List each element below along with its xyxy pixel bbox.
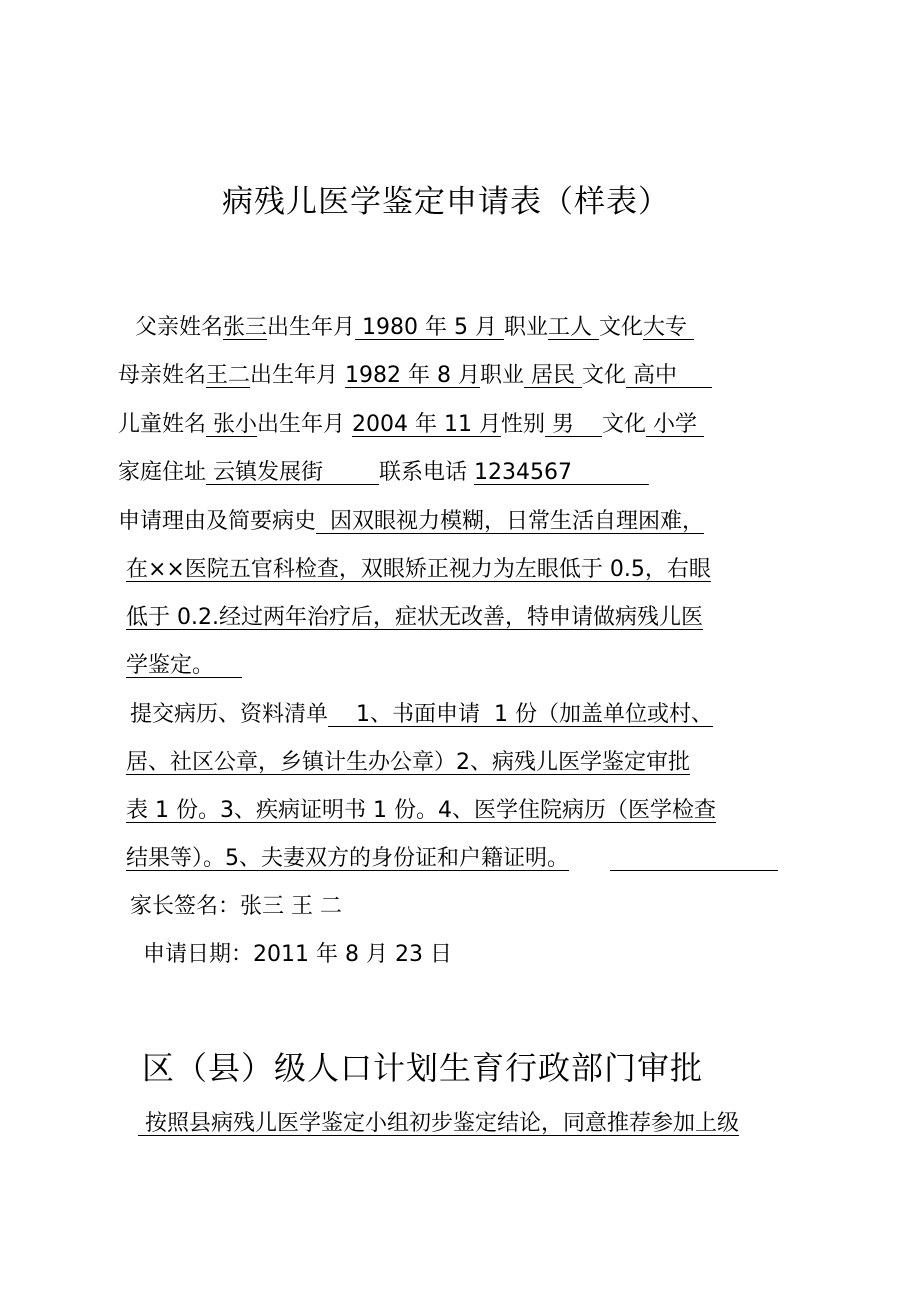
materials-label: 提交病历、资料清单: [130, 702, 329, 727]
section-text: [138, 1110, 739, 1138]
materials-row-4: [126, 845, 569, 873]
materials-row-1: [130, 701, 713, 729]
father-job-value: 工人: [548, 315, 600, 340]
father-name-label: 父亲姓名: [135, 315, 224, 340]
mother-edu-label: 文化: [582, 363, 627, 388]
materials-line-1: 1、书面申请 1 份（加盖单位或村、: [328, 702, 713, 727]
father-birth-value: 1980 年 5 月: [355, 315, 504, 340]
reason-row-2: [126, 556, 711, 584]
child-birth-value: 2004 年 11 月: [352, 412, 501, 437]
parent-signature: 家长签名：张三 王 二: [130, 894, 342, 919]
mother-name-value: 王二: [206, 363, 251, 388]
child-sex-value: 男: [545, 412, 602, 437]
father-name-value: 张三: [223, 315, 268, 340]
child-row: [118, 411, 704, 439]
page-title: 病残儿医学鉴定申请表（样表）: [222, 184, 670, 220]
reason-line-3: 低于 0.2.经过两年治疗后，症状无改善，特申请做病残儿医: [126, 605, 703, 630]
mother-edu-value: 高中: [626, 363, 712, 388]
materials-line-4: 结果等）。5、夫妻双方的身份证和户籍证明。: [126, 846, 569, 871]
phone-value: 1234567: [473, 460, 649, 485]
section-text-line: 按照县病残儿医学鉴定小组初步鉴定结论，同意推荐参加上级: [138, 1111, 739, 1136]
mother-name-label: 母亲姓名: [118, 363, 207, 388]
materials-underline-extension: [610, 870, 778, 871]
materials-line-2: 居、社区公章，乡镇计生办公章）2、病残儿医学鉴定审批: [126, 750, 690, 775]
section-title: 区（县）级人口计划生育行政部门审批: [142, 1049, 704, 1087]
child-name-value: 张小: [206, 412, 258, 437]
child-edu-label: 文化: [601, 412, 646, 437]
mother-row: [118, 362, 712, 390]
child-name-label: 儿童姓名: [118, 412, 207, 437]
reason-line-1: 因双眼视力模糊，日常生活自理困难，: [316, 509, 705, 534]
father-job-label: 职业: [504, 315, 549, 340]
reason-row-4: [126, 652, 242, 680]
mother-job-value: 居民: [524, 363, 583, 388]
reason-row-1: [118, 508, 704, 536]
application-date: 申请日期：2011 年 8 月 23 日: [143, 942, 452, 967]
mother-job-label: 职业: [480, 363, 525, 388]
child-edu-value: 小学: [645, 412, 704, 437]
address-label: 家庭住址: [118, 460, 207, 485]
materials-row-3: [126, 797, 716, 825]
reason-label: 申请理由及简要病史: [118, 509, 317, 534]
reason-line-4: 学鉴定。: [126, 653, 242, 678]
father-edu-label: 文化: [599, 315, 644, 340]
reason-row-3: [126, 604, 703, 632]
child-birth-label: 出生年月: [257, 412, 353, 437]
child-sex-label: 性别: [500, 412, 545, 437]
father-edu-value: 大专: [643, 315, 695, 340]
materials-row-2: [126, 749, 690, 777]
mother-birth-value: 1982 年 8 月: [345, 363, 480, 388]
phone-label: 联系电话: [378, 460, 474, 485]
address-row: [118, 459, 649, 487]
address-value: 云镇发展街: [206, 460, 379, 485]
father-birth-label: 出生年月: [267, 315, 356, 340]
mother-birth-label: 出生年月: [250, 363, 346, 388]
reason-line-2: 在××医院五官科检查，双眼矫正视力为左眼低于 0.5，右眼: [126, 557, 711, 582]
father-row: [135, 314, 694, 342]
materials-line-3: 表 1 份。3、疾病证明书 1 份。4、医学住院病历（医学检查: [126, 798, 716, 823]
